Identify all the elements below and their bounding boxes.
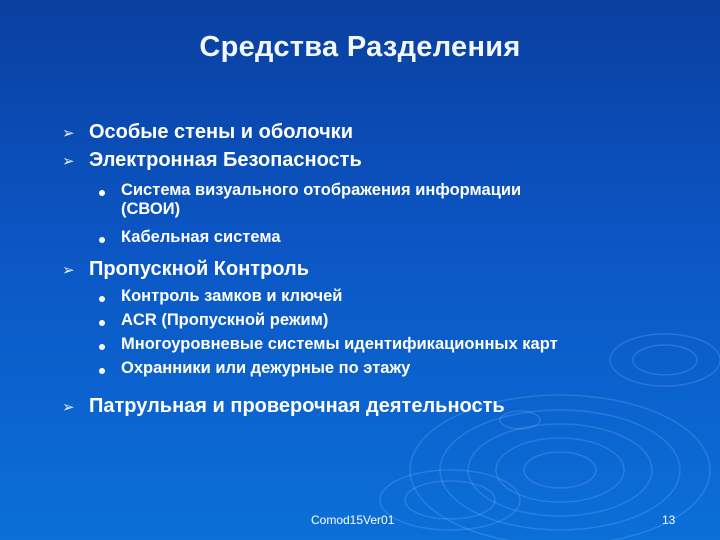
arrowhead-bullet-icon: ➢ <box>62 153 75 170</box>
dot-bullet-icon <box>99 320 105 326</box>
sub-bullet-acr: ACR (Пропускной режим) <box>121 311 329 329</box>
sub-bullet-visual-display-system <box>121 181 521 219</box>
dot-bullet-icon <box>99 237 105 243</box>
dot-bullet-icon <box>99 344 105 350</box>
sub-bullet-line: (СВОИ) <box>121 200 181 218</box>
slide-title: Средства Разделения <box>199 31 521 63</box>
dot-bullet-icon <box>99 190 105 196</box>
sub-bullet-line: Система визуального отображения информации <box>121 181 522 199</box>
bullet-patrol-inspection: Патрульная и проверочная деятельность <box>89 395 505 417</box>
arrowhead-bullet-icon: ➢ <box>62 262 75 279</box>
arrowhead-bullet-icon: ➢ <box>62 399 75 416</box>
sub-bullet-lock-key-control: Контроль замков и ключей <box>121 287 343 305</box>
sub-bullet-id-card-systems: Многоуровневые системы идентификационных карт <box>121 335 558 353</box>
bullet-special-walls: Особые стены и оболочки <box>89 121 353 143</box>
sub-bullet-cable-system: Кабельная система <box>121 228 281 246</box>
bullet-electronic-security: Электронная Безопасность <box>89 149 362 171</box>
bullet-access-control: Пропускной Контроль <box>89 258 310 280</box>
footer-label: Comod15Ver01 <box>311 513 395 527</box>
arrowhead-bullet-icon: ➢ <box>62 125 75 142</box>
page-number: 13 <box>662 513 676 527</box>
dot-bullet-icon <box>99 296 105 302</box>
dot-bullet-icon <box>99 368 105 374</box>
sub-bullet-guards: Охранники или дежурные по этажу <box>121 359 411 377</box>
